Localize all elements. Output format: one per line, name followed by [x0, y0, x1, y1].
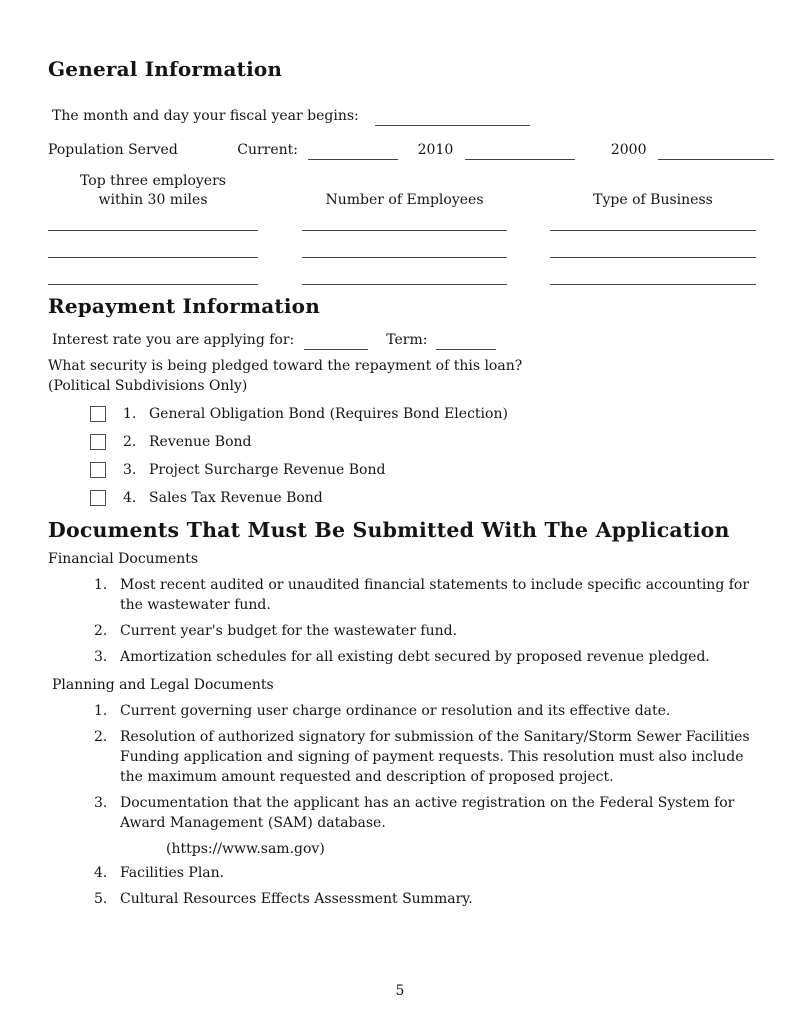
security-option-row — [90, 432, 774, 452]
employer-name-blank-line[interactable] — [48, 237, 258, 258]
planning-document-item — [94, 863, 774, 883]
option-label: Revenue Bond — [149, 434, 252, 450]
item-text: Amortization schedules for all existing debt secured by proposed revenue pledged. — [120, 649, 710, 665]
employee-count-blank-line[interactable] — [302, 237, 507, 258]
security-option-row — [90, 460, 774, 480]
financial-document-item — [94, 621, 774, 641]
top-employers-table-header — [48, 172, 774, 210]
item-number: 2. — [94, 729, 108, 745]
business-type-blank-line[interactable] — [550, 237, 756, 258]
security-option-row — [90, 404, 774, 424]
item-number: 1. — [94, 577, 108, 593]
employers-table-row — [48, 264, 774, 285]
employers-column-header-line2: within 30 miles — [98, 192, 208, 208]
employers-table-row — [48, 237, 774, 258]
term-blank-line[interactable] — [436, 332, 496, 350]
security-question-block — [48, 356, 774, 396]
option-label: General Obligation Bond (Requires Bond Election) — [149, 406, 508, 422]
interest-rate-label: Interest rate you are applying for: — [52, 332, 295, 348]
option-number: 3. — [123, 462, 137, 478]
item-text: Current year's budget for the wastewater fund. — [120, 623, 458, 639]
employers-column-header — [48, 172, 258, 210]
planning-legal-documents-label: Planning and Legal Documents — [52, 677, 274, 693]
population-served-row — [48, 140, 774, 160]
planning-document-item — [94, 727, 774, 787]
option-number: 1. — [123, 406, 137, 422]
fiscal-year-blank-line[interactable] — [375, 108, 530, 126]
checkbox-revenue-bond[interactable] — [90, 434, 106, 450]
item-number: 3. — [94, 649, 108, 665]
option-label: Sales Tax Revenue Bond — [149, 490, 323, 506]
option-number: 4. — [123, 490, 137, 506]
financial-document-item — [94, 575, 774, 615]
financial-documents-label: Financial Documents — [48, 551, 199, 567]
population-current-blank-line[interactable] — [308, 142, 398, 160]
planning-document-item — [94, 701, 774, 721]
item-number: 1. — [94, 703, 108, 719]
planning-document-item — [94, 793, 774, 833]
item-text: Most recent audited or unaudited financial statements to include specific accounting for the wastewater fund. — [120, 577, 750, 613]
interest-rate-blank-line[interactable] — [304, 332, 368, 350]
security-option-row — [90, 488, 774, 508]
general-information-heading: General Information — [48, 57, 283, 81]
item-text: Cultural Resources Effects Assessment Summary. — [120, 891, 473, 907]
page-number: 5 — [395, 983, 405, 999]
item-text: Documentation that the applicant has an active registration on the Federal System for Award Management (SAM) database. — [120, 795, 735, 831]
item-number: 4. — [94, 865, 108, 881]
financial-documents-list — [94, 575, 774, 667]
term-label: Term: — [386, 332, 428, 348]
population-2010-label: 2010 — [417, 142, 454, 158]
employer-name-blank-line[interactable] — [48, 264, 258, 285]
checkbox-general-obligation-bond[interactable] — [90, 406, 106, 422]
planning-legal-documents-list — [94, 701, 774, 909]
item-text: Facilities Plan. — [120, 865, 225, 881]
item-text: Resolution of authorized signatory for submission of the Sanitary/Storm Sewer Facilities Funding application and signing of payment requests. This resolution must also include the maximum amount requested and description of proposed project. — [120, 729, 750, 785]
employee-count-blank-line[interactable] — [302, 210, 507, 231]
population-current-label: Current: — [237, 142, 298, 158]
business-type-blank-line[interactable] — [550, 210, 756, 231]
security-question-text: What security is being pledged toward the repayment of this loan? — [48, 358, 523, 374]
employer-name-blank-line[interactable] — [48, 210, 258, 231]
item-number: 5. — [94, 891, 108, 907]
population-2000-label: 2000 — [610, 142, 647, 158]
documents-section-heading: Documents That Must Be Submitted With The Application — [48, 518, 730, 542]
interest-rate-row — [52, 330, 774, 350]
item-text: Current governing user charge ordinance or resolution and its effective date. — [120, 703, 671, 719]
employers-column-header-line1: Top three employers — [80, 173, 226, 189]
planning-document-item — [94, 889, 774, 909]
fiscal-year-label: The month and day your fiscal year begins: — [52, 108, 359, 124]
population-2000-blank-line[interactable] — [658, 142, 774, 160]
employee-count-blank-line[interactable] — [302, 264, 507, 285]
item-number: 2. — [94, 623, 108, 639]
financial-document-item — [94, 647, 774, 667]
population-served-label: Population Served — [48, 142, 178, 158]
repayment-information-heading: Repayment Information — [48, 294, 320, 318]
employers-table-row — [48, 210, 774, 231]
option-number: 2. — [123, 434, 137, 450]
population-2010-blank-line[interactable] — [465, 142, 575, 160]
top-employers-table — [48, 172, 774, 285]
checkbox-sales-tax-revenue-bond[interactable] — [90, 490, 106, 506]
business-type-blank-line[interactable] — [550, 264, 756, 285]
security-options-list — [48, 404, 774, 508]
security-question-note: (Political Subdivisions Only) — [48, 378, 248, 394]
business-type-column-header: Type of Business — [593, 192, 713, 208]
checkbox-project-surcharge-revenue-bond[interactable] — [90, 462, 106, 478]
item-number: 3. — [94, 795, 108, 811]
sam-gov-url-note: (https://www.sam.gov) — [166, 841, 325, 857]
fiscal-year-row — [52, 106, 774, 126]
option-label: Project Surcharge Revenue Bond — [149, 462, 386, 478]
employee-count-column-header: Number of Employees — [325, 192, 484, 208]
